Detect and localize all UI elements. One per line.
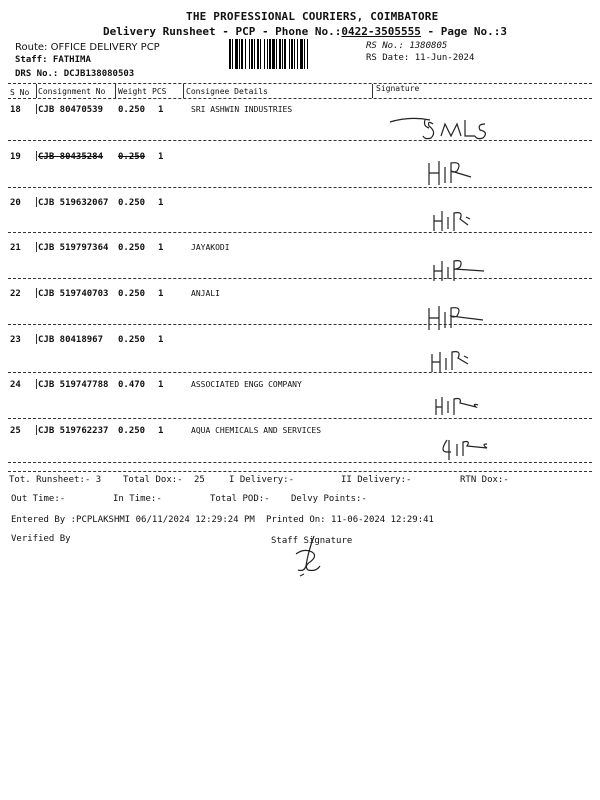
header-rule-bottom	[8, 98, 592, 99]
verified-by: Verified By	[11, 534, 71, 544]
signature-row-21	[430, 255, 500, 285]
row-consignment-no: CJB 80418967	[38, 335, 104, 345]
col-sno: S No	[10, 88, 30, 97]
rs-date: RS Date: 11-Jun-2024	[366, 53, 475, 63]
row-sno: 23	[10, 335, 21, 345]
subtitle-text: Delivery Runsheet - PCP - Phone No.:	[103, 25, 342, 38]
row-pcs: 1	[158, 289, 164, 299]
rs-number: RS No.: 1380805	[366, 41, 448, 51]
row-consignment-no: CJB 519762237	[38, 426, 109, 436]
staff-signature	[290, 532, 330, 577]
row-weight: 0.250	[118, 426, 146, 436]
row-weight: 0.470	[118, 380, 146, 390]
row-consignee: ASSOCIATED ENGG COMPANY	[191, 380, 302, 389]
row-separator	[8, 324, 592, 325]
in-time: In Time:-	[113, 494, 162, 504]
row-consignment-no: CJB 80470539	[38, 105, 104, 115]
row-marker	[36, 379, 37, 389]
signature-row-24	[432, 393, 492, 418]
row-pcs: 1	[158, 426, 164, 436]
i-delivery: I Delivery:-	[229, 475, 295, 485]
footer-rule	[8, 471, 592, 472]
row-sno: 20	[10, 198, 21, 208]
phone-number: 0422-3505555	[341, 25, 421, 38]
total-dox-value: 25	[194, 475, 205, 485]
entered-by: Entered By :PCPLAKSHMI 06/11/2024 12:29:24 PM	[11, 515, 255, 525]
row-sno: 18	[10, 105, 21, 115]
printed-on: Printed On: 11-06-2024 12:29:41	[266, 515, 434, 525]
signature-row-20	[430, 205, 490, 235]
col-divider	[372, 84, 373, 98]
out-time: Out Time:-	[11, 494, 66, 504]
row-pcs: 1	[158, 380, 164, 390]
col-pcs: PCS	[152, 87, 167, 96]
row-marker	[36, 288, 37, 298]
col-consignee: Consignee Details	[186, 87, 268, 96]
row-weight: 0.250	[118, 289, 146, 299]
route-label: Route: OFFICE DELIVERY PCP	[15, 42, 160, 53]
row-separator	[8, 462, 592, 463]
row-consignment-no: CJB 519747788	[38, 380, 109, 390]
row-separator	[8, 232, 592, 233]
row-separator	[8, 418, 592, 419]
row-weight: 0.250	[118, 198, 146, 208]
row-weight: 0.250	[118, 243, 146, 253]
row-sno: 22	[10, 289, 21, 299]
row-separator	[8, 187, 592, 188]
staff-label: Staff: FATHIMA	[15, 55, 91, 65]
row-marker	[36, 197, 37, 207]
total-dox-label: Total Dox:-	[123, 475, 183, 485]
signature-row-22	[425, 300, 495, 335]
drs-number: DRS No.: DCJB138080503	[15, 69, 135, 79]
row-sno: 24	[10, 380, 21, 390]
signature-row-25	[437, 434, 497, 464]
tot-runsheet: Tot. Runsheet:- 3	[9, 475, 102, 485]
row-separator	[8, 278, 592, 279]
row-consignee: ANJALI	[191, 289, 220, 298]
rtn-dox: RTN Dox:-	[460, 475, 509, 485]
staff-signature-label: Staff Signature	[271, 536, 353, 546]
row-weight: 0.250	[118, 152, 146, 162]
total-pod: Total POD:-	[210, 494, 270, 504]
ii-delivery: II Delivery:-	[341, 475, 412, 485]
row-pcs: 1	[158, 152, 164, 162]
signature-row-18	[385, 110, 505, 145]
row-pcs: 1	[158, 243, 164, 253]
col-weight: Weight	[118, 87, 147, 96]
row-pcs: 1	[158, 335, 164, 345]
page-title: THE PROFESSIONAL COURIERS, COIMBATORE	[186, 10, 439, 23]
col-divider	[115, 84, 116, 98]
row-weight: 0.250	[118, 335, 146, 345]
row-sno: 19	[10, 152, 21, 162]
col-consignment: Consignment No	[38, 87, 106, 96]
signature-row-23	[428, 346, 488, 376]
barcode-bar	[308, 39, 309, 69]
delvy-points: Delvy Points:-	[291, 494, 367, 504]
row-consignment-no: CJB 519632067	[38, 198, 109, 208]
row-pcs: 1	[158, 105, 164, 115]
row-marker	[36, 242, 37, 252]
row-weight: 0.250	[118, 105, 146, 115]
row-marker	[36, 425, 37, 435]
row-consignee: SRI ASHWIN INDUSTRIES	[191, 105, 293, 114]
page-number: - Page No.:3	[427, 25, 508, 38]
row-consignment-no: CJB 519740703	[38, 289, 109, 299]
signature-row-19	[425, 155, 485, 190]
row-marker	[36, 151, 37, 161]
row-pcs: 1	[158, 198, 164, 208]
col-divider	[36, 84, 37, 98]
row-separator	[8, 372, 592, 373]
row-marker	[36, 334, 37, 344]
col-signature: Signature	[376, 84, 420, 93]
row-sno: 25	[10, 426, 21, 436]
barcode	[229, 39, 359, 69]
header-rule-top	[8, 83, 592, 84]
col-divider	[183, 84, 184, 98]
row-sno: 21	[10, 243, 21, 253]
row-marker	[36, 104, 37, 114]
row-consignee: AQUA CHEMICALS AND SERVICES	[191, 426, 322, 435]
row-consignee: JAYAKODI	[191, 243, 230, 252]
row-consignment-no: CJB 80435284	[38, 152, 104, 162]
row-consignment-no: CJB 519797364	[38, 243, 109, 253]
runsheet-subtitle	[103, 25, 507, 38]
